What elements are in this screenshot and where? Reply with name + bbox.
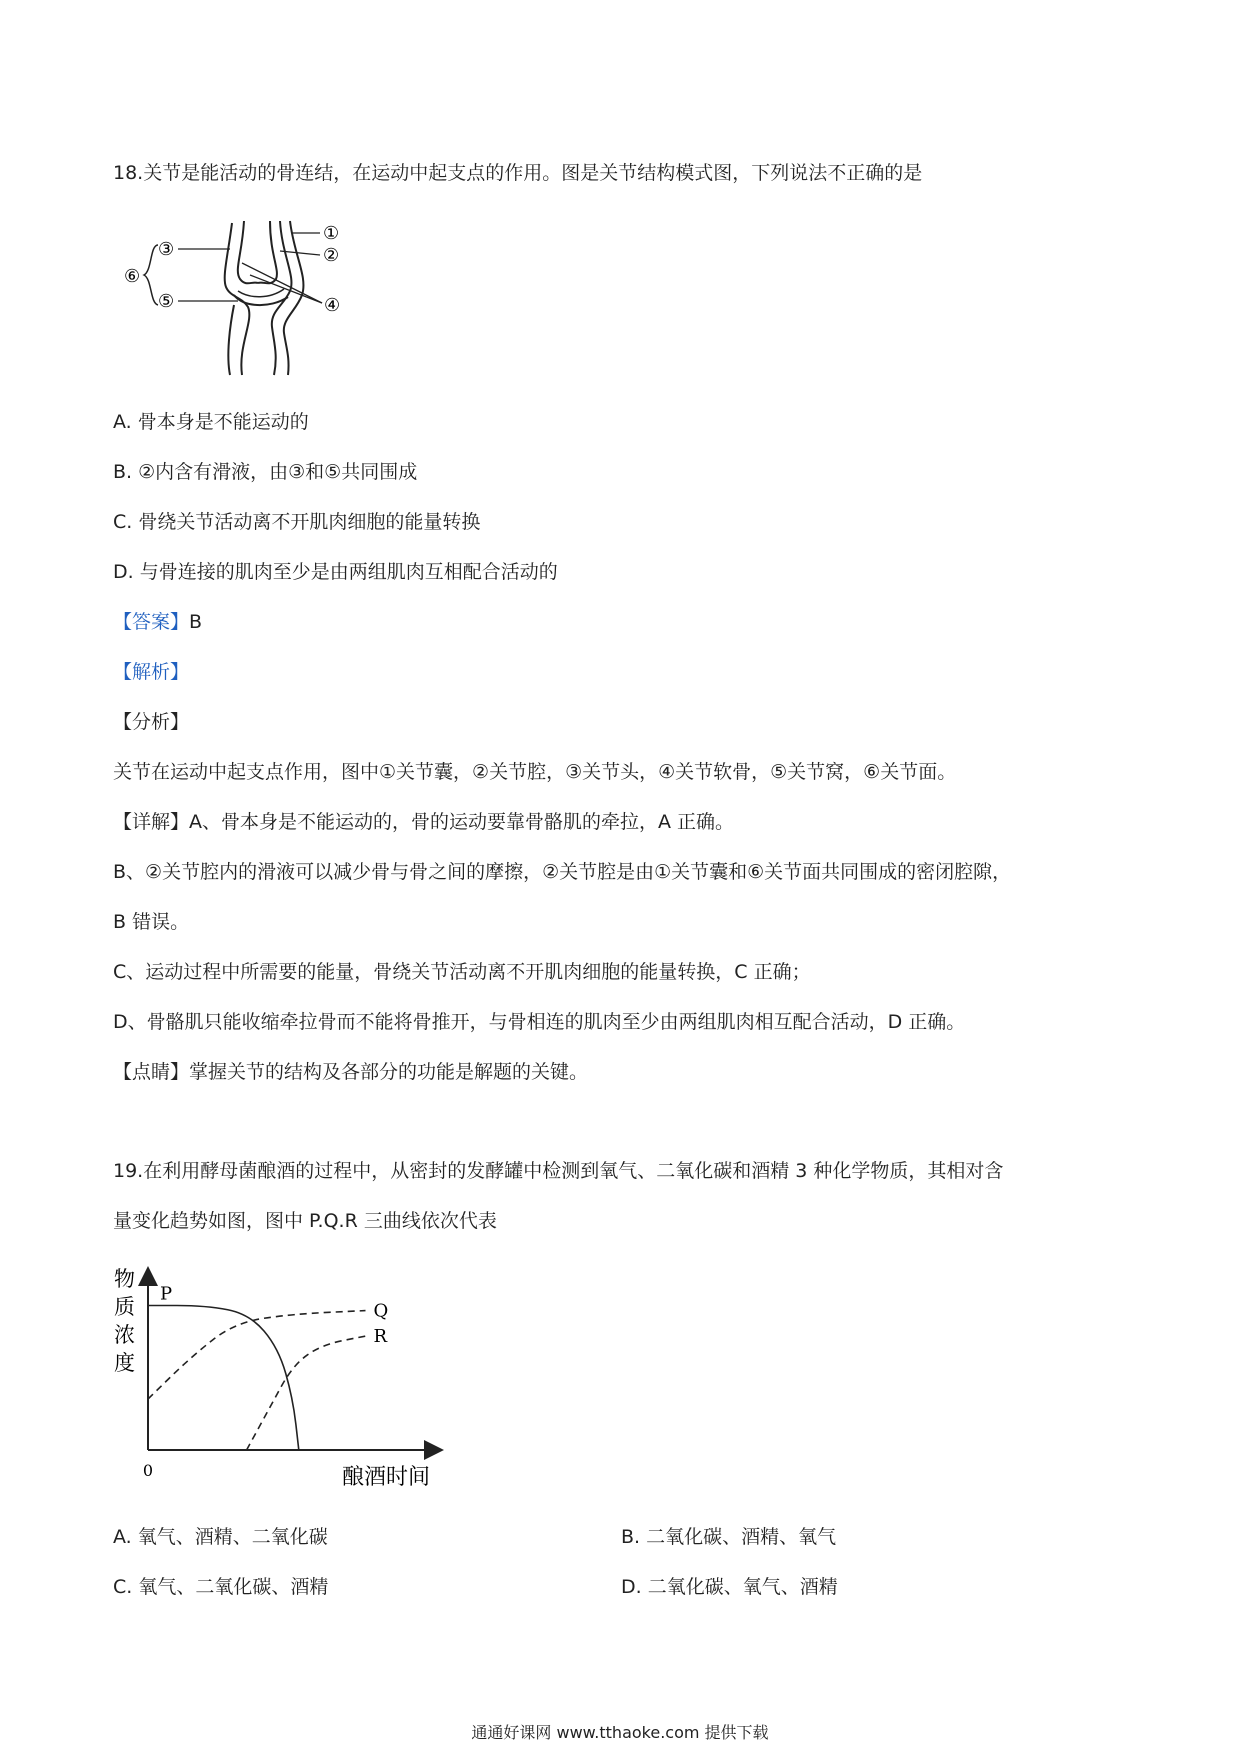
detail-c: C、运动过程中所需要的能量，骨绕关节活动离不开肌肉细胞的能量转换，C 正确；	[113, 961, 811, 983]
y-axis-label-char: 浓	[114, 1323, 135, 1347]
q19-option-b: B. 二氧化碳、酒精、氧气	[621, 1526, 837, 1548]
q18-stem: 18.关节是能活动的骨连结，在运动中起支点的作用。图是关节结构模式图，下列说法不正确的是	[113, 162, 923, 184]
detail-a: A、骨本身是不能运动的，骨的运动要靠骨骼肌的牵拉，A 正确。	[189, 811, 735, 833]
analysis-tag: 【解析】	[113, 661, 190, 683]
label-2: ②	[323, 245, 340, 266]
joint-bone-inner-right	[258, 221, 277, 283]
q18-option-c: C. 骨绕关节活动离不开肌肉细胞的能量转换	[113, 511, 481, 533]
label-6: ⑥	[124, 266, 141, 287]
detail-b2: B 错误。	[113, 911, 190, 933]
fenxi-tag: 【分析】	[113, 711, 190, 733]
q19-option-d: D. 二氧化碳、氧气、酒精	[621, 1576, 838, 1598]
q19-stem-line2: 量变化趋势如图，图中 P.Q.R 三曲线依次代表	[113, 1210, 497, 1232]
y-axis-label	[114, 1267, 135, 1375]
series-label-Q: Q	[373, 1300, 389, 1322]
label-5: ⑤	[158, 291, 175, 312]
point-tag: 【点睛】	[113, 1061, 190, 1083]
joint-bone-inner-left	[238, 221, 258, 283]
series-label-P: P	[160, 1283, 173, 1305]
answer-line	[113, 609, 202, 635]
detail-b1: B、②关节腔内的滑液可以减少骨与骨之间的摩擦，②关节腔是由①关节囊和⑥关节面共同围成的密闭腔隙，	[113, 861, 1012, 883]
series-label-R: R	[373, 1326, 388, 1348]
label-1: ①	[323, 223, 340, 244]
joint-capsule-right	[272, 221, 292, 375]
q18-option-b: B. ②内含有滑液，由③和⑤共同围成	[113, 461, 418, 483]
origin-label: 0	[142, 1461, 154, 1480]
q18-option-d: D. 与骨连接的肌肉至少是由两组肌肉互相配合活动的	[113, 561, 558, 583]
brace-6	[144, 245, 158, 305]
series-line-R	[247, 1336, 366, 1450]
detail-tag: 【详解】	[113, 811, 190, 833]
detail-d: D、骨骼肌只能收缩牵拉骨而不能将骨推开，与骨相连的肌肉至少由两组肌肉相互配合活动，D 正确。	[113, 1011, 966, 1033]
label-4: ④	[324, 295, 341, 316]
joint-cavity-line	[238, 289, 284, 297]
fenxi-text: 关节在运动中起支点作用，图中①关节囊，②关节腔，③关节头，④关节软骨，⑤关节窝，⑥关节面。	[113, 761, 957, 783]
detail-line-a	[113, 809, 734, 835]
q19-stem-line1: 19.在利用酵母菌酿酒的过程中，从密封的发酵罐中检测到氧气、二氧化碳和酒精 3 种化学物质，其相对含	[113, 1160, 1004, 1182]
joint-bone-lower-left	[228, 305, 234, 375]
point-text: 掌握关节的结构及各部分的功能是解题的关键。	[189, 1061, 589, 1083]
point-line	[113, 1059, 588, 1085]
q19-option-c: C. 氧气、二氧化碳、酒精	[113, 1576, 329, 1598]
series-line-P	[148, 1306, 299, 1451]
y-axis-label-char: 物	[114, 1267, 135, 1291]
answer-tag: 【答案】	[113, 611, 190, 633]
x-axis-label: 酿酒时间	[341, 1465, 431, 1490]
y-axis-label-char: 度	[114, 1351, 135, 1375]
footer: 通通好课网 www.tthaoke.com 提供下载	[471, 1723, 769, 1742]
q19-option-a: A. 氧气、酒精、二氧化碳	[113, 1526, 328, 1548]
label-3: ③	[158, 239, 175, 260]
concentration-chart	[110, 1262, 450, 1502]
y-axis-label-char: 质	[114, 1295, 135, 1319]
q18-option-a: A. 骨本身是不能运动的	[113, 411, 309, 433]
joint-diagram	[124, 215, 400, 380]
answer-value: B	[189, 611, 203, 633]
